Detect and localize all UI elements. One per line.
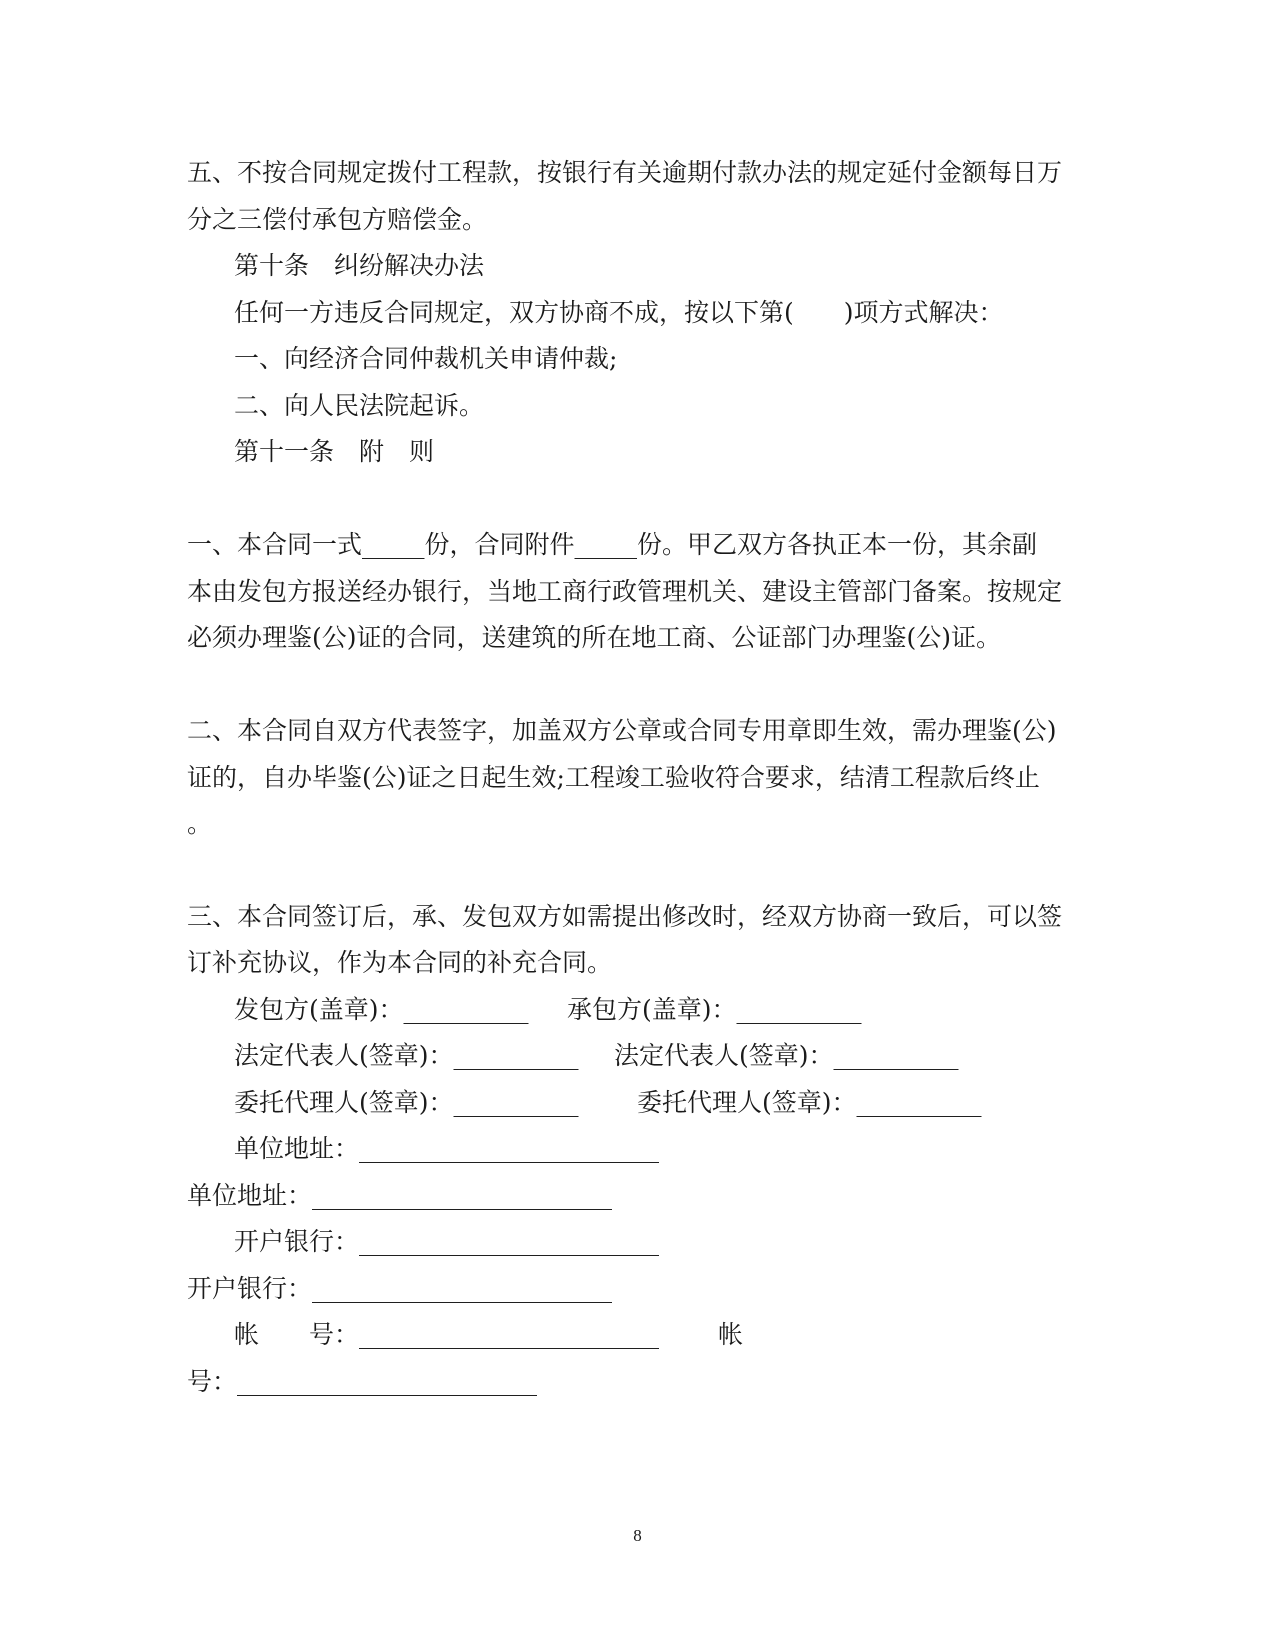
article11-item1-line1: 一、本合同一式_____份，合同附件_____份。甲乙双方各执正本一份，其余副 [187,530,1038,559]
bank-a-field: 开户银行：________________________ [234,1227,660,1256]
legal-rep-b-field: 法定代表人(签章)：__________ [614,1041,959,1070]
clause5-line2: 分之三偿付承包方赔偿金。 [187,205,488,234]
party-a-seal-field: 发包方(盖章)：__________ [234,995,529,1024]
legal-rep-a-field: 法定代表人(签章)：__________ [234,1041,579,1070]
account-a-field: 帐 号：________________________ [234,1320,660,1349]
agent-b-field: 委托代理人(签章)：__________ [637,1088,982,1117]
agent-a-field: 委托代理人(签章)：__________ [234,1088,579,1117]
article11-item2-line2: 证的，自办毕鉴(公)证之日起生效;工程竣工验收符合要求，结清工程款后终止 [187,763,1040,792]
article11-item3-line1: 三、本合同签订后，承、发包双方如需提出修改时，经双方协商一致后，可以签 [187,902,1063,931]
account-b-field: 号：________________________ [187,1367,538,1396]
article10-option1: 一、向经济合同仲裁机关申请仲裁; [234,344,618,373]
article10-option2: 二、向人民法院起诉。 [234,391,485,420]
article11-item2-line1: 二、本合同自双方代表签字，加盖双方公章或合同专用章即生效，需办理鉴(公) [187,716,1057,745]
article11-title: 第十一条 附 则 [234,437,435,466]
account-b-label: 帐 [718,1320,744,1349]
article10-title: 第十条 纠纷解决办法 [234,251,485,280]
party-b-seal-field: 承包方(盖章)：__________ [567,995,862,1024]
article11-item1-line2: 本由发包方报送经办银行，当地工商行政管理机关、建设主管部门备案。按规定 [187,577,1063,606]
address-a-field: 单位地址：________________________ [234,1134,660,1163]
address-b-field: 单位地址：________________________ [187,1181,613,1210]
article11-item3-line2: 订补充协议，作为本合同的补充合同。 [187,948,613,977]
article10-intro: 任何一方违反合同规定，双方协商不成，按以下第( )项方式解决： [234,298,1004,327]
page-number: 8 [633,1526,642,1545]
article11-item1-line3: 必须办理鉴(公)证的合同，送建筑的所在地工商、公证部门办理鉴(公)证。 [187,623,1002,652]
article11-item2-line3: 。 [187,809,213,838]
clause5-line1: 五、不按合同规定拨付工程款，按银行有关逾期付款办法的规定延付金额每日万 [187,158,1063,187]
bank-b-field: 开户银行：________________________ [187,1274,613,1303]
